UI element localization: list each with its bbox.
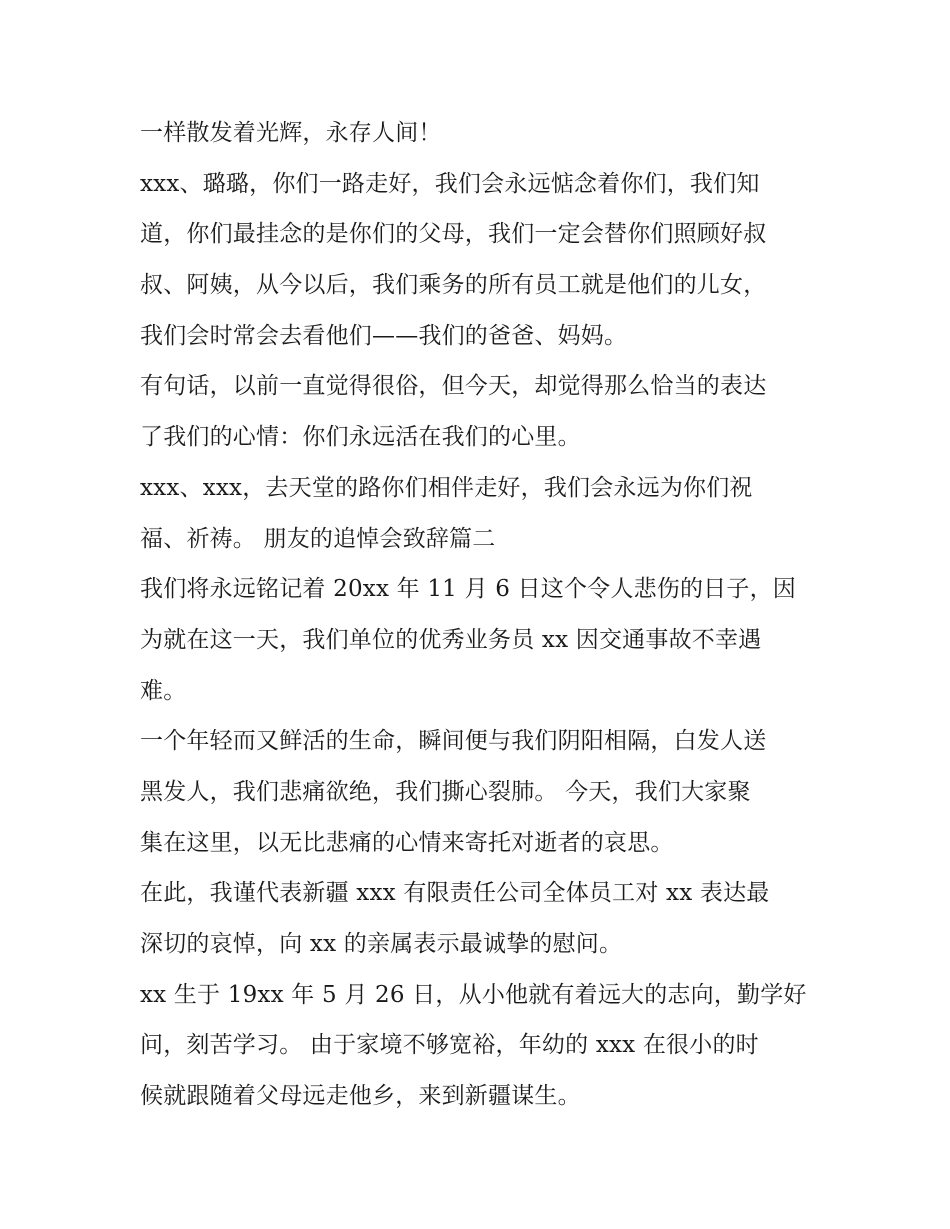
text-line: 福、祈祷。 朋友的追悼会致辞篇二	[140, 525, 496, 552]
text-line: 难。	[140, 677, 187, 704]
text-line: 黑发人，我们悲痛欲绝，我们撕心裂肺。 今天，我们大家聚	[140, 778, 751, 805]
text-line: xxx、xxx，去天堂的路你们相伴走好，我们会永远为你们祝	[140, 474, 753, 501]
text-line: 我们会时常会去看他们——我们的爸爸、妈妈。	[140, 322, 628, 349]
text-line: 在此，我谨代表新疆 xxx 有限责任公司全体员工对 xx 表达最	[140, 880, 770, 907]
text-line: 有句话，以前一直觉得很俗，但今天，却觉得那么恰当的表达	[140, 373, 767, 400]
text-line: 为就在这一天，我们单位的优秀业务员 xx 因交通事故不幸遇	[140, 626, 762, 653]
text-line: 我们将永远铭记着 20xx 年 11 月 6 日这个令人悲伤的日子，因	[140, 576, 796, 603]
text-line: 一样散发着光辉，永存人间！	[140, 120, 442, 146]
text-line: 候就跟随着父母远走他乡，来到新疆谋生。	[140, 1083, 581, 1110]
text-line: 道，你们最挂念的是你们的父母，我们一定会替你们照顾好叔	[140, 221, 767, 248]
text-line: 问，刻苦学习。 由于家境不够宽裕，年幼的 xxx 在很小的时	[140, 1032, 759, 1059]
text-line: 集在这里，以无比悲痛的心情来寄托对逝者的哀思。	[140, 829, 674, 856]
text-line: 一个年轻而又鲜活的生命，瞬间便与我们阴阳相隔，白发人送	[140, 728, 767, 755]
text-line: 叔、阿姨，从今以后，我们乘务的所有员工就是他们的儿女，	[140, 272, 767, 299]
document-body	[140, 108, 820, 1122]
text-line: 了我们的心情：你们永远活在我们的心里。	[140, 424, 581, 451]
text-line: xxx、璐璐，你们一路走好，我们会永远惦念着你们，我们知	[140, 170, 760, 197]
text-line: xx 生于 19xx 年 5 月 26 日，从小他就有着远大的志向，勤学好	[140, 981, 807, 1008]
text-line: 深切的哀悼，向 xx 的亲属表示最诚挚的慰问。	[140, 931, 623, 957]
